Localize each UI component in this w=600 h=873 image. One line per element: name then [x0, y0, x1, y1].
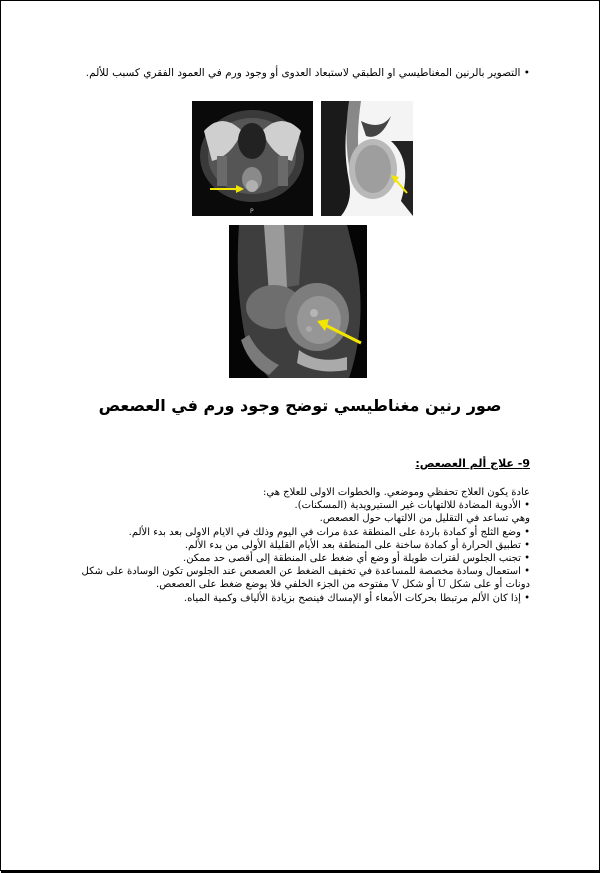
- treatment-line: • الأدوية المضادة للالتهابات غير الستيرويدية (المسكنات).: [294, 500, 530, 512]
- treatment-text: [60, 486, 530, 605]
- section-heading: 9- علاج ألم العصعص:: [415, 457, 530, 470]
- treatment-line: عادة يكون العلاج تحفظي وموضعي. والخطوات الاولى للعلاج هي:: [263, 487, 530, 498]
- mri-axial-image: [192, 101, 313, 216]
- mri-sagittal-image: [321, 101, 413, 216]
- treatment-line: • استعمال وسادة مخصصة للمساعدة في تخفيف الضغط عن العصعص عند الجلوس تكون الوسادة على شكل: [81, 566, 530, 578]
- treatment-line: دونات أو على شكل U أو شكل V مفتوحه من الجزء الخلفي فلا يوضع ضغط على العصعص.: [156, 579, 530, 591]
- treatment-line: • تطبيق الحرارة أو كمادة ساخنة على المنطقة بعد الأيام القليلة الأولى من بدء الألم.: [184, 539, 530, 551]
- svg-text:P: P: [250, 208, 254, 215]
- treatment-line: • وضع الثلج أو كمادة باردة على المنطقة عدة مرات في اليوم وذلك في الايام الاولى بعد بدء الألم.: [128, 526, 530, 538]
- mri-sagittal-large-image: [229, 225, 367, 378]
- figure-caption: صور رنين مغناطيسي توضح وجود ورم في العصعص: [98, 396, 502, 415]
- intro-bullet: • التصوير بالرنين المغناطيسي او الطبقي لاستبعاد العدوى أو وجود ورم في العمود الفقري كسبب للألم.: [85, 67, 530, 79]
- treatment-line: وهي تساعد في التقليل من الالتهاب حول العصعص.: [319, 513, 530, 525]
- treatment-line: • تجنب الجلوس لفترات طويلة أو وضع أي ضغط على المنطقة إلى أقصى حد ممكن.: [183, 553, 530, 565]
- treatment-line: • إذا كان الألم مرتبطا بحركات الأمعاء أو الإمساك فينصح بزيادة الألياف وكمية المياه.: [183, 592, 530, 604]
